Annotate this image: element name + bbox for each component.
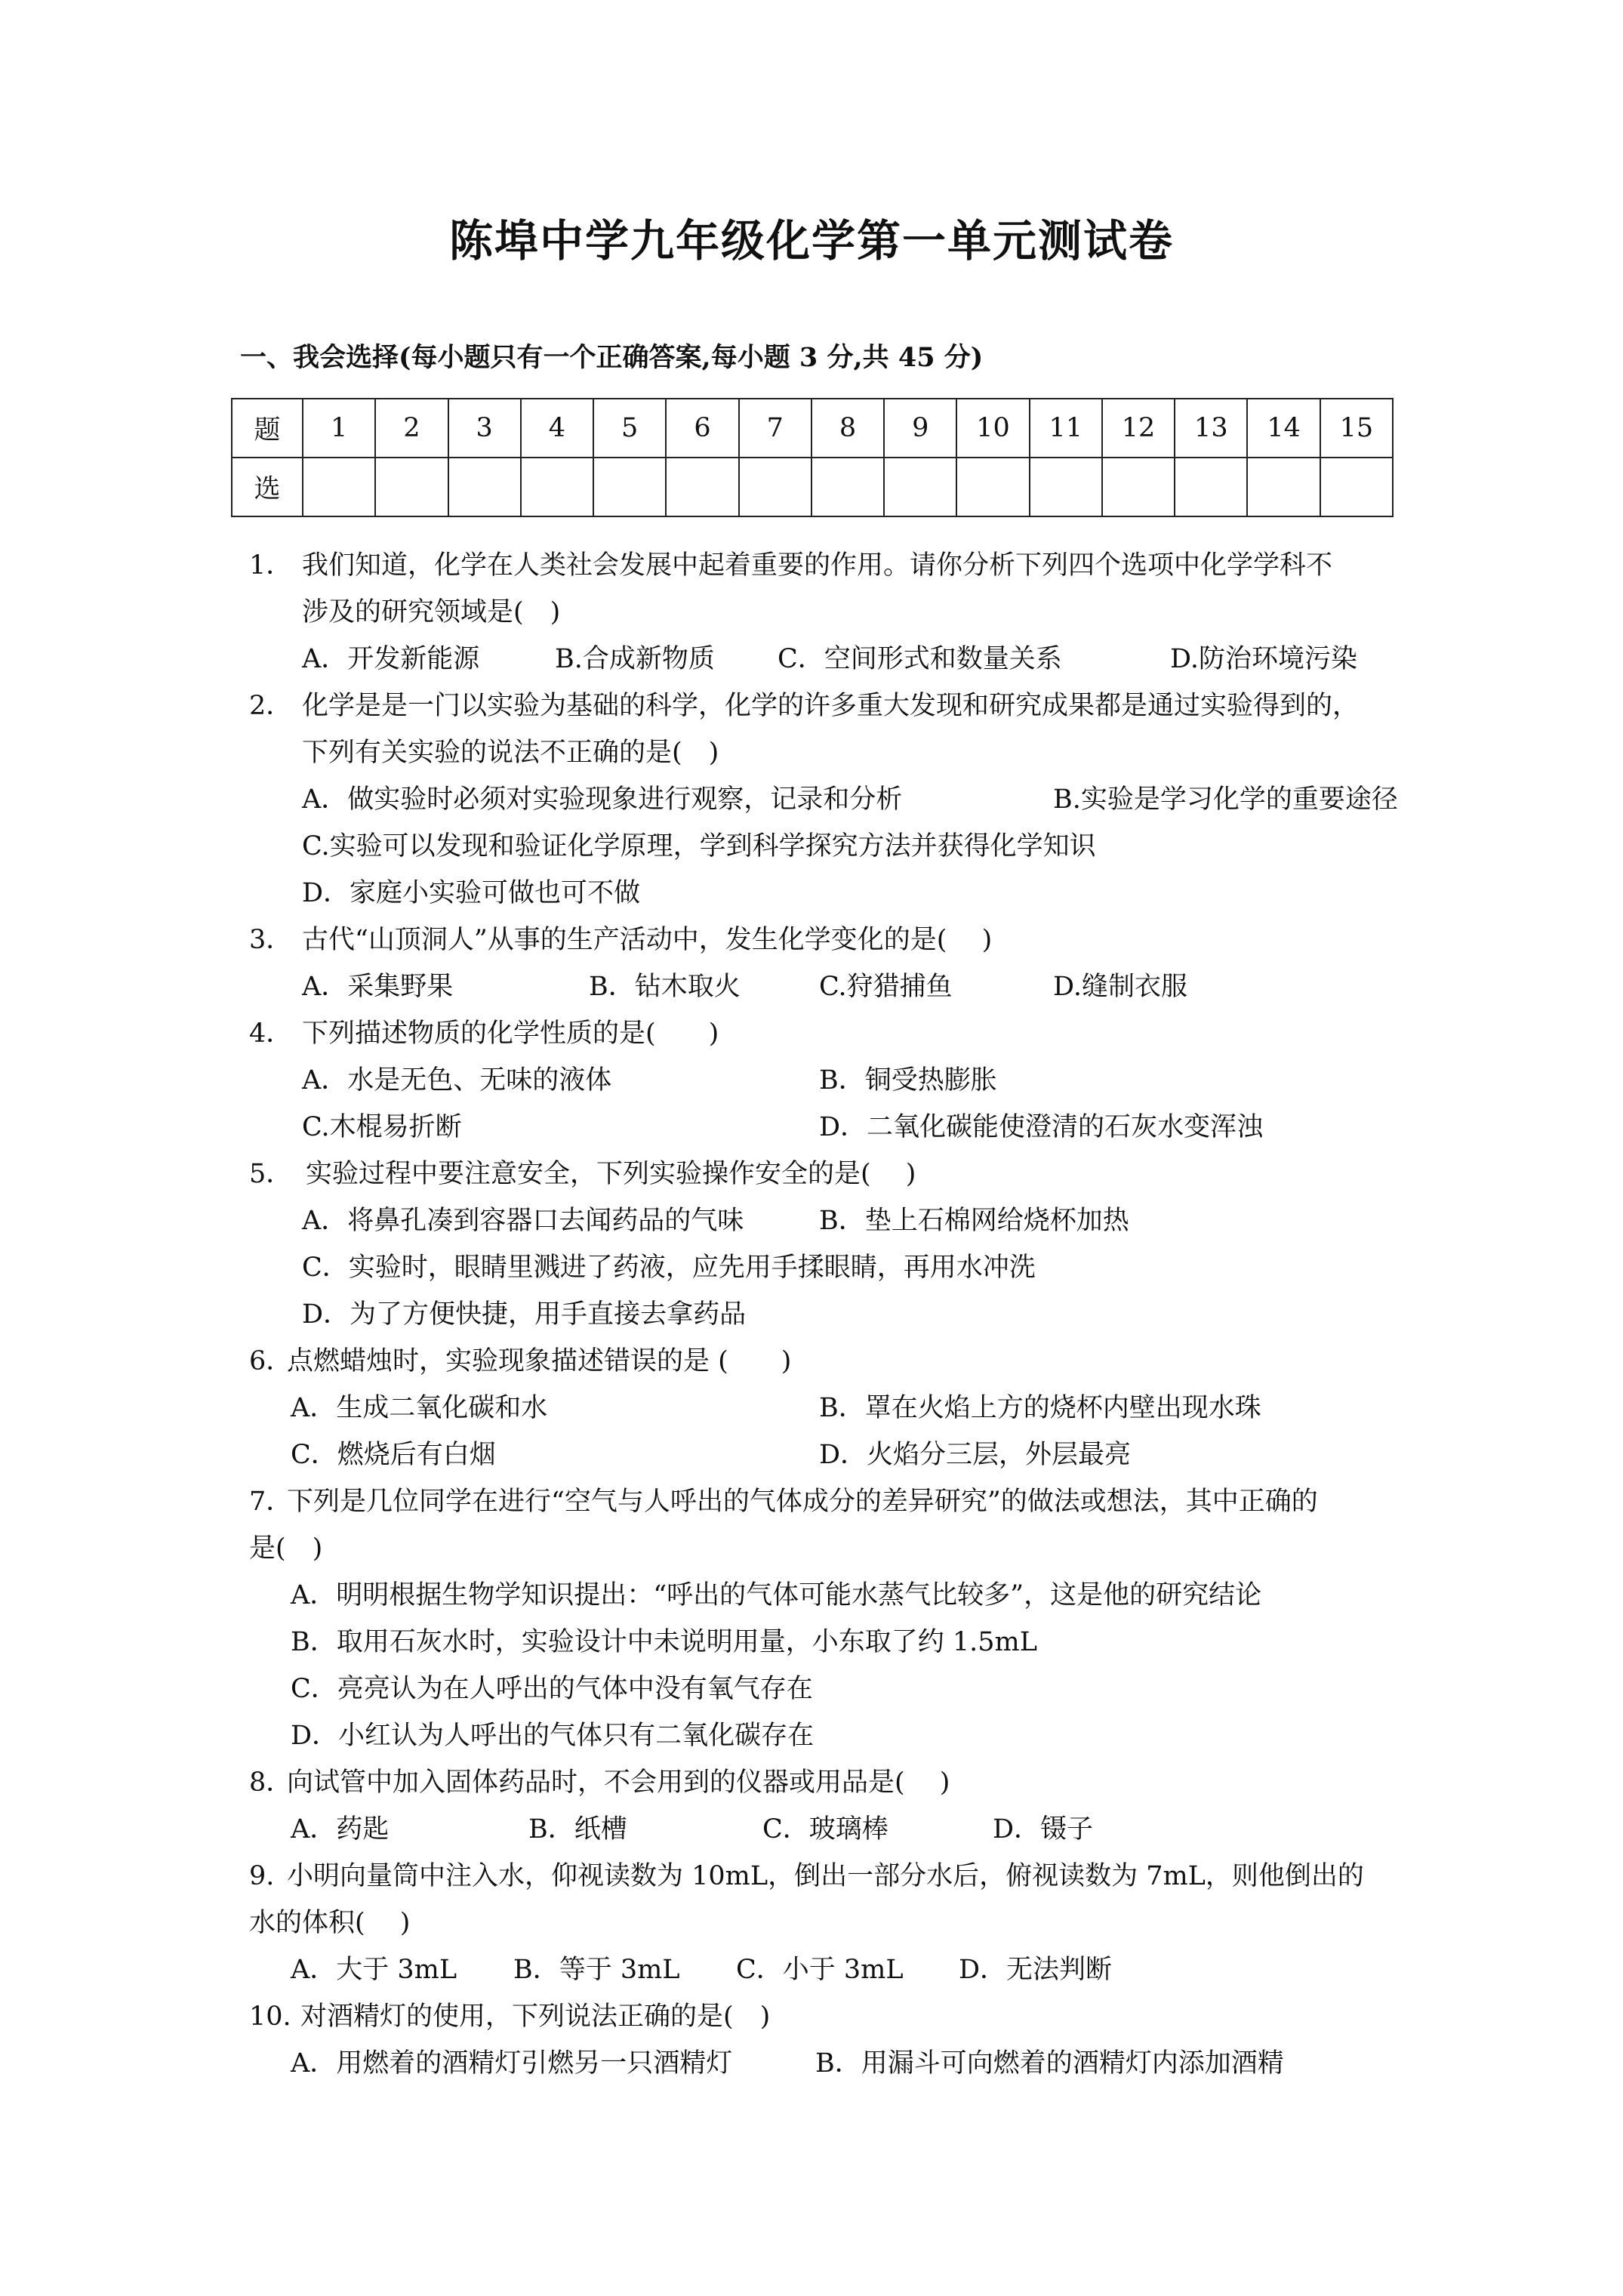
question-number-cell: 10 xyxy=(956,399,1029,458)
question-stem: 下列是几位同学在进行“空气与人呼出的气体成分的差异研究”的做法或想法，其中正确的 xyxy=(287,1487,1318,1517)
question-number: 10. xyxy=(249,2002,291,2032)
option-a: A．用燃着的酒精灯引燃另一只酒精灯 xyxy=(291,2048,733,2079)
answer-row xyxy=(232,458,1393,516)
answer-cell-9[interactable] xyxy=(884,458,956,516)
question-number-cell: 5 xyxy=(593,399,666,458)
option-a: A．做实验时必须对实验现象进行观察，记录和分析 xyxy=(302,784,903,815)
row-label-answer: 选 xyxy=(232,458,303,516)
option-c: C．空间形式和数量关系 xyxy=(778,644,1062,674)
question-number-cell: 13 xyxy=(1175,399,1247,458)
answer-cell-3[interactable] xyxy=(448,458,521,516)
option-b: B.实验是学习化学的重要途径 xyxy=(1053,784,1398,815)
option-d: D．无法判断 xyxy=(959,1955,1113,1985)
question-number-cell: 11 xyxy=(1030,399,1102,458)
question-stem: 化学是是一门以实验为基础的科学，化学的许多重大发现和研究成果都是通过实验得到的， xyxy=(302,691,1360,721)
answer-cell-4[interactable] xyxy=(521,458,593,516)
answer-cell-7[interactable] xyxy=(739,458,812,516)
answer-cell-10[interactable] xyxy=(956,458,1029,516)
answer-cell-8[interactable] xyxy=(812,458,884,516)
option-b: B．等于 3mL xyxy=(513,1955,680,1985)
question-number: 9. xyxy=(249,1861,275,1891)
question-stem: 水的体积( ) xyxy=(249,1908,411,1938)
option-b: B．铜受热膨胀 xyxy=(819,1065,997,1096)
option-c: C．燃烧后有白烟 xyxy=(291,1440,496,1470)
answer-cell-12[interactable] xyxy=(1102,458,1175,516)
option-b: B．钻木取火 xyxy=(589,972,741,1002)
option-b: B．用漏斗可向燃着的酒精灯内添加酒精 xyxy=(815,2048,1284,2079)
question-stem: 向试管中加入固体药品时，不会用到的仪器或用品是( ) xyxy=(287,1767,950,1798)
option-a: A．水是无色、无味的液体 xyxy=(302,1065,612,1096)
option-d: D．家庭小实验可做也可不做 xyxy=(302,878,641,908)
answer-cell-14[interactable] xyxy=(1247,458,1320,516)
answer-cell-13[interactable] xyxy=(1175,458,1247,516)
option-a: A．采集野果 xyxy=(302,972,454,1002)
option-d: D．二氧化碳能使澄清的石灰水变浑浊 xyxy=(819,1112,1264,1142)
option-c: C.狩猎捕鱼 xyxy=(819,972,953,1002)
question-number-cell: 3 xyxy=(448,399,521,458)
option-a: A．开发新能源 xyxy=(302,644,480,674)
option-d: D．小红认为人呼出的气体只有二氧化碳存在 xyxy=(291,1721,815,1751)
option-b: B．取用石灰水时，实验设计中未说明用量，小东取了约 1.5mL xyxy=(291,1627,1037,1657)
question-number: 8． xyxy=(249,1767,293,1798)
question-stem: 下列描述物质的化学性质的是( ) xyxy=(302,1019,719,1049)
answer-cell-6[interactable] xyxy=(666,458,738,516)
question-stem: 古代“山顶洞人”从事的生产活动中，发生化学变化的是( ) xyxy=(302,925,993,955)
section-heading: 一、我会选择(每小题只有一个正确答案,每小题 3 分,共 45 分) xyxy=(240,342,984,373)
option-c: C．亮亮认为在人呼出的气体中没有氧气存在 xyxy=(291,1674,813,1704)
option-c: C.实验可以发现和验证化学原理，学到科学探究方法并获得化学知识 xyxy=(302,831,1096,861)
question-number-cell: 6 xyxy=(666,399,738,458)
option-c: C.木棍易折断 xyxy=(302,1112,462,1142)
question-stem: 对酒精灯的使用，下列说法正确的是( ) xyxy=(300,2002,771,2032)
question-number-cell: 9 xyxy=(884,399,956,458)
question-number-cell: 14 xyxy=(1247,399,1320,458)
question-number: 7． xyxy=(249,1487,293,1517)
answer-cell-15[interactable] xyxy=(1320,458,1393,516)
option-b: B．纸槽 xyxy=(528,1814,627,1845)
question-number: 6． xyxy=(249,1346,293,1376)
answer-cell-5[interactable] xyxy=(593,458,666,516)
row-label-question: 题 xyxy=(232,399,303,458)
question-number-cell: 8 xyxy=(812,399,884,458)
option-a: A．明明根据生物学知识提出：“呼出的气体可能水蒸气比较多”，这是他的研究结论 xyxy=(291,1580,1262,1610)
question-number: 5． xyxy=(249,1159,293,1189)
question-number: 1． xyxy=(249,550,293,581)
option-a: A．药匙 xyxy=(291,1814,390,1845)
question-number: 4． xyxy=(249,1019,293,1049)
answer-cell-11[interactable] xyxy=(1030,458,1102,516)
option-c: C．实验时，眼睛里溅进了药液，应先用手揉眼睛，再用水冲洗 xyxy=(302,1253,1036,1283)
option-d: D．镊子 xyxy=(993,1814,1094,1845)
option-b: B.合成新物质 xyxy=(555,644,715,674)
question-stem: 我们知道，化学在人类社会发展中起着重要的作用。请你分析下列四个选项中化学学科不 xyxy=(302,550,1333,581)
option-b: B．垫上石棉网给烧杯加热 xyxy=(819,1206,1129,1236)
question-number-cell: 15 xyxy=(1320,399,1393,458)
option-d: D.防治环境污染 xyxy=(1170,644,1357,674)
option-d: D．火焰分三层，外层最亮 xyxy=(819,1440,1132,1470)
option-a: A．生成二氧化碳和水 xyxy=(291,1393,548,1423)
answer-cell-1[interactable] xyxy=(303,458,375,516)
option-d: D.缝制衣服 xyxy=(1053,972,1187,1002)
question-number-cell: 4 xyxy=(521,399,593,458)
option-b: B．罩在火焰上方的烧杯内壁出现水珠 xyxy=(819,1393,1261,1423)
option-c: C．小于 3mL xyxy=(736,1955,904,1985)
option-a: A．大于 3mL xyxy=(291,1955,457,1985)
question-number-cell: 12 xyxy=(1102,399,1175,458)
question-stem: 下列有关实验的说法不正确的是( ) xyxy=(302,738,719,768)
question-stem: 点燃蜡烛时，实验现象描述错误的是 ( ) xyxy=(287,1346,792,1376)
question-number-cell: 1 xyxy=(303,399,375,458)
option-a: A．将鼻孔凑到容器口去闻药品的气味 xyxy=(302,1206,744,1236)
question-number: 3． xyxy=(249,925,293,955)
answer-cell-2[interactable] xyxy=(375,458,448,516)
question-stem: 小明向量筒中注入水，仰视读数为 10mL，倒出一部分水后，俯视读数为 7mL，则他倒出的 xyxy=(287,1861,1364,1891)
question-number-cell: 7 xyxy=(739,399,812,458)
page-title: 陈埠中学九年级化学第一单元测试卷 xyxy=(448,215,1174,267)
question-number-row xyxy=(232,399,1393,458)
question-number: 2． xyxy=(249,691,293,721)
option-c: C．玻璃棒 xyxy=(762,1814,888,1845)
question-stem: 实验过程中要注意安全，下列实验操作安全的是( ) xyxy=(306,1159,916,1189)
question-stem: 是( ) xyxy=(249,1533,323,1564)
question-stem: 涉及的研究领域是( ) xyxy=(302,597,561,627)
answer-table xyxy=(231,398,1394,517)
option-d: D．为了方便快捷，用手直接去拿药品 xyxy=(302,1299,747,1330)
question-number-cell: 2 xyxy=(375,399,448,458)
